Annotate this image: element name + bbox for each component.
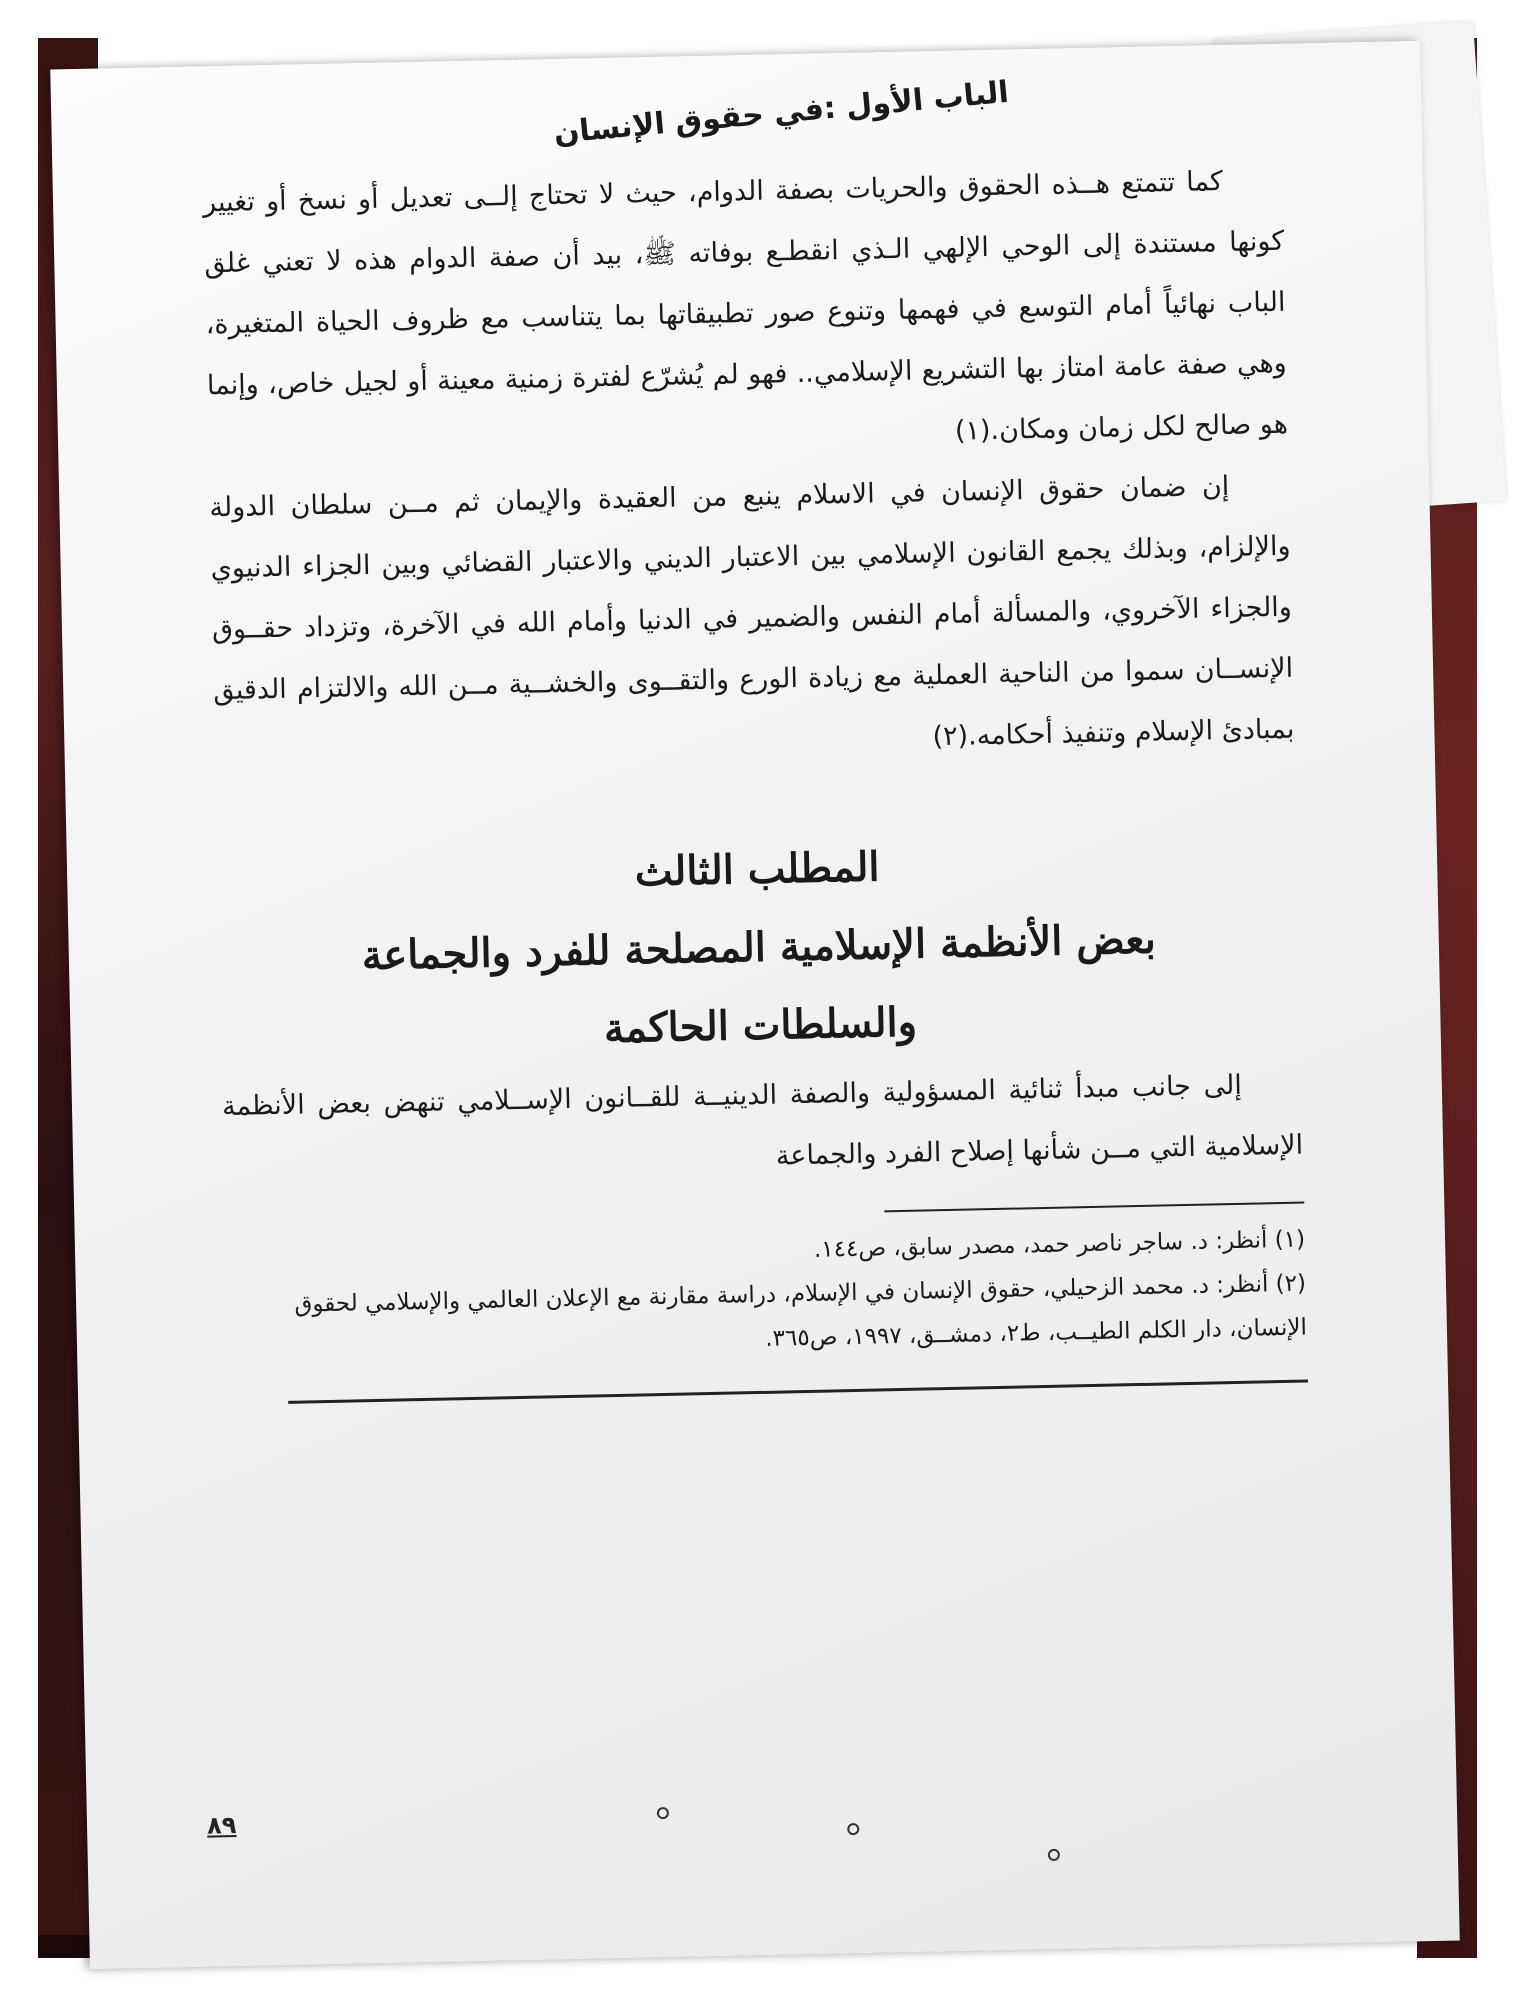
page-number: ٨٩: [206, 1811, 237, 1840]
book-page: [50, 41, 1459, 1969]
bottom-divider: [288, 1380, 1308, 1404]
footnotes: [225, 1218, 1308, 1373]
footnote-divider: [884, 1202, 1304, 1213]
hole-mark: [1048, 1849, 1060, 1861]
paragraph-1: كما تتمتع هــذه الحقوق والحريات بصفة الدوام، حيث لا تحتاج إلــى تعديل أو نسخ أو تغيير كونها مستندة إلى الوحي الإلهي الـذي انقطـع بوفاته ﷺ، بيد أن صفة الدوام هذه لا تعني غلق الباب نهائياً أمام التوسع في فهمها وتنوع صور تطبيقاتها بما يتناسب مع ظروف الحياة المتغيرة، وهي صفة عامة امتاز بها التشريع الإسلامي.. فهو لم يُشرّع لفترة زمنية معينة أو لجيل خاص، وإنما هو صالح لكل زمان ومكان.(١): [202, 166, 1289, 447]
footnote-2: (٢) أنظر: د. محمد الزحيلي، حقوق الإنسان في الإسلام، دراسة مقارنة مع الإعلان العالمي والإسلامي لحقوق الإنسان، دار الكلم الطيــب، ط٢، دمشــق، ١٩٩٧، ص٣٦٥.: [294, 1270, 1308, 1352]
hole-mark: [657, 1807, 669, 1819]
section-subtitle-line2: والسلطات الحاكمة: [603, 998, 918, 1053]
paragraph-2: إن ضمان حقوق الإنسان في الاسلام ينبع من العقيدة والإيمان ثم مــن سلطان الدولة والإلزام، وبذلك يجمع القانون الإسلامي بين الاعتبار الديني والاعتبار القضائي وبين الجزاء الدنيوي والجزاء الآخروي، والمسألة أمام النفس والضمير في الدنيا وأمام الله في الآخرة، وتزداد حقــوق الإنســان سموا من الناحية العملية مع زيادة الورع والتقــوى والخشــية مــن الله والالتزام الدقيق بمبادئ الإسلام وتنفيذ أحكامه.(٢): [209, 470, 1295, 753]
section-title: المطلب الثالث: [634, 843, 880, 896]
section-heading: [216, 820, 1301, 1077]
hole-mark: [847, 1823, 859, 1835]
page-content: [201, 74, 1308, 1405]
section-subtitle-line1: بعض الأنظمة الإسلامية المصلحة للفرد والجماعة: [361, 915, 1157, 980]
chapter-title: الباب الأول :في حقوق الإنسان: [552, 74, 1011, 152]
footnote-1: (١) أنظر: د. ساجر ناصر حمد، مصدر سابق، ص١٤٤.: [813, 1226, 1306, 1263]
section-paragraph: إلى جانب مبدأ ثنائية المسؤولية والصفة الدينيــة للقــانون الإســلامي تنهض بعض الأنظمة الإسلامية التي مــن شأنها إصلاح الفرد والجماعة: [221, 1069, 1304, 1172]
